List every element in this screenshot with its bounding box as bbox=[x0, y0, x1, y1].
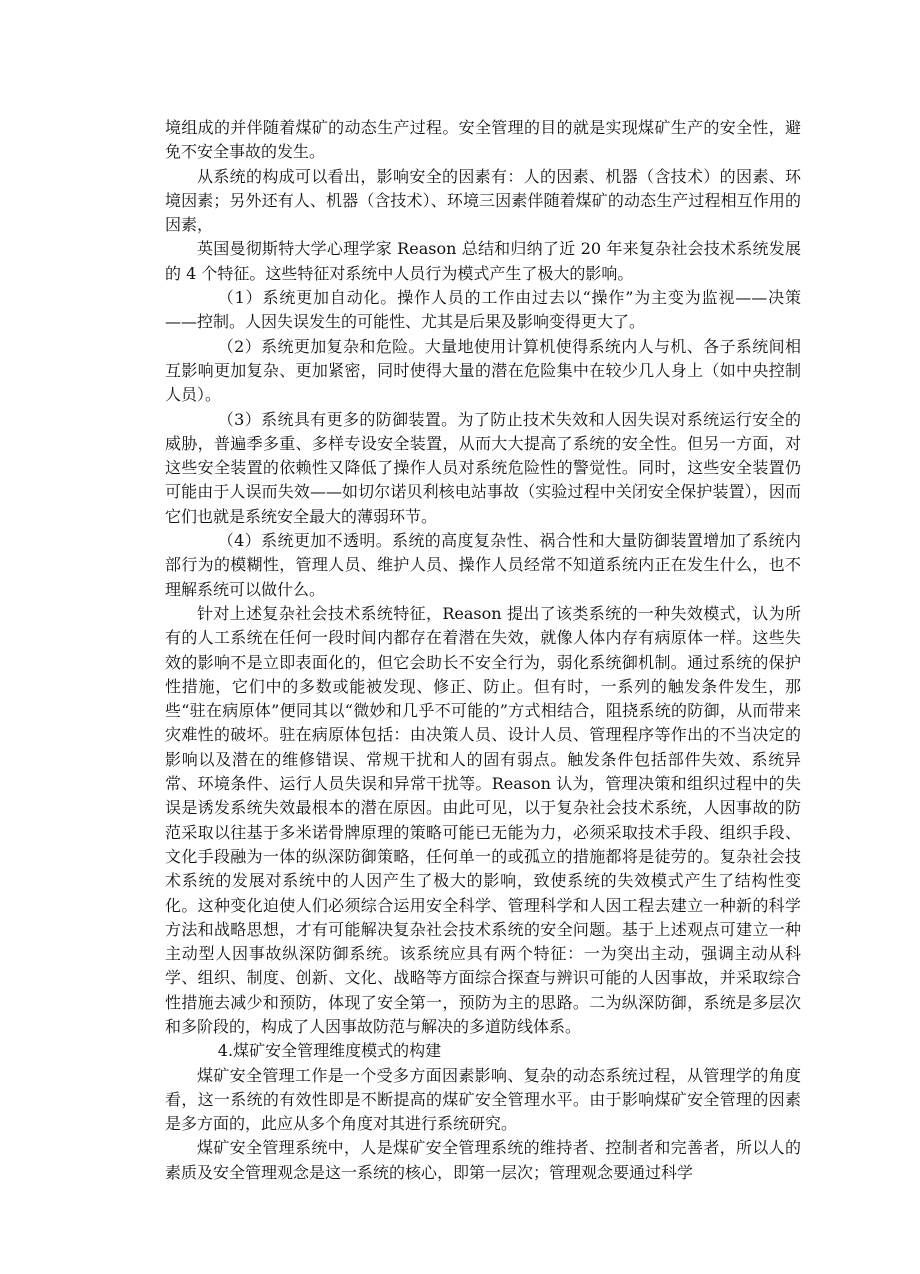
paragraph-management-process: 煤矿安全管理工作是一个受多方面因素影响、复杂的动态系统过程，从管理学的角度看，这一系统的有效性即是不断提高的煤矿安全管理水平。由于影响煤矿安全管理的因素是多方面的，此应从多个角度对其进行系统研究。 bbox=[165, 1065, 801, 1134]
paragraph-system-factors: 从系统的构成可以看出，影响安全的因素有：人的因素、机器（含技术）的因素、环境因素；另外还有人、机器（含技术）、环境三因素伴随着煤矿的动态生产过程相互作用的因素， bbox=[165, 166, 801, 235]
section-heading: 4.煤矿安全管理维度模式的构建 bbox=[217, 1041, 442, 1061]
list-item-complexity: （2）系统更加复杂和危险。大量地使用计算机使得系统内人与机、各子系统间相互影响更加复杂、更加紧密，同时使得大量的潜在危险集中在较少几人身上（如中央控制人员）。 bbox=[165, 336, 801, 405]
paragraph-continuation: 境组成的并伴随着煤矿的动态生产过程。安全管理的目的就是实现煤矿生产的安全性，避免不安全事故的发生。 bbox=[165, 118, 801, 162]
list-item-opacity: （4）系统更加不透明。系统的高度复杂性、祸合性和大量防御装置增加了系统内部行为的模糊性，管理人员、维护人员、操作人员经常不知道系统内正在发生什么，也不理解系统可以做什么。 bbox=[165, 531, 801, 599]
paragraph-management-system: 煤矿安全管理系统中，人是煤矿安全管理系统的维持者、控制者和完善者，所以人的素质及安全管理观念是这一系统的核心，即第一层次；管理观念要通过科学 bbox=[165, 1138, 801, 1182]
paragraph-failure-mode: 针对上述复杂社会技术系统特征，Reason 提出了该类系统的一种失效模式，认为所有的人工系统在任何一段时间内都存在着潜在失效，就像人体内存有病原体一样。这些失效的影响不是立即表面化的，但它会助长不安全行为，弱化系统御机制。通过系统的保护性措施，它们中的多数或能被发现、修正、防止。但有时，一系列的触发条件发生，那些“驻在病原体”便同其以“微妙和几乎不可能的”方式相结合，阻挠系统的防御，从而带来灾难性的破坏。驻在病原体包括：由决策人员、设计人员、管理程序等作出的不当决定的影响以及潜在的维修错误、常规干扰和人的固有弱点。触发条件包括部件失效、系统异常、环境条件、运行人员失误和异常干扰等。Reason 认为，管理决策和组织过程中的失误是诱发系统失效最根本的潜在原因。由此可见，以于复杂社会技术系统，人因事故的防范采取以往基于多米诺骨牌原理的策略可能已无能为力，必须采取技术手段、组织手段、文化手段融为一体的纵深防御策略，任何单一的或孤立的措施都将是徒劳的。复杂社会技术系统的发展对系统中的人因产生了极大的影响，致使系统的失效模式产生了结构性变化。这种变化迫使人们必须综合运用安全科学、管理科学和人因工程去建立一种新的科学方法和战略思想，才有可能解决复杂社会技术系统的安全问题。基于上述观点可建立一种主动型人因事故纵深防御系统。该系统应具有两个特征：一为突出主动，强调主动从科学、组织、制度、创新、文化、战略等方面综合探查与辨识可能的人因事故，并采取综合性措施去减少和预防，体现了安全第一，预防为主的思路。二为纵深防御，系统是多层次和多阶段的，构成了人因事故防范与解决的多道防线体系。 bbox=[165, 603, 801, 1036]
list-item-defense: （3）系统具有更多的防御装置。为了防止技术失效和人因失误对系统运行安全的威胁，普遍季多重、多样专设安全装置，从而大大提高了系统的安全性。但另一方面，对这些安全装置的依赖性又降低了操作人员对系统危险性的警觉性。同时，这些安全装置仍可能由于人误而失效——如切尔诺贝利核电站事故（实验过程中关闭安全保护装置），因而它们也就是系统安全最大的薄弱环节。 bbox=[165, 409, 801, 526]
paragraph-reason-features: 英国曼彻斯特大学心理学家 Reason 总结和归纳了近 20 年来复杂社会技术系统发展的 4 个特征。这些特征对系统中人员行为模式产生了极大的影响。 bbox=[165, 239, 801, 283]
document-page bbox=[165, 116, 801, 1185]
list-item-automation: （1）系统更加自动化。操作人员的工作由过去以“操作”为主变为监视——决策——控制。人因失误发生的可能性、尤其是后果及影响变得更大了。 bbox=[165, 288, 801, 332]
